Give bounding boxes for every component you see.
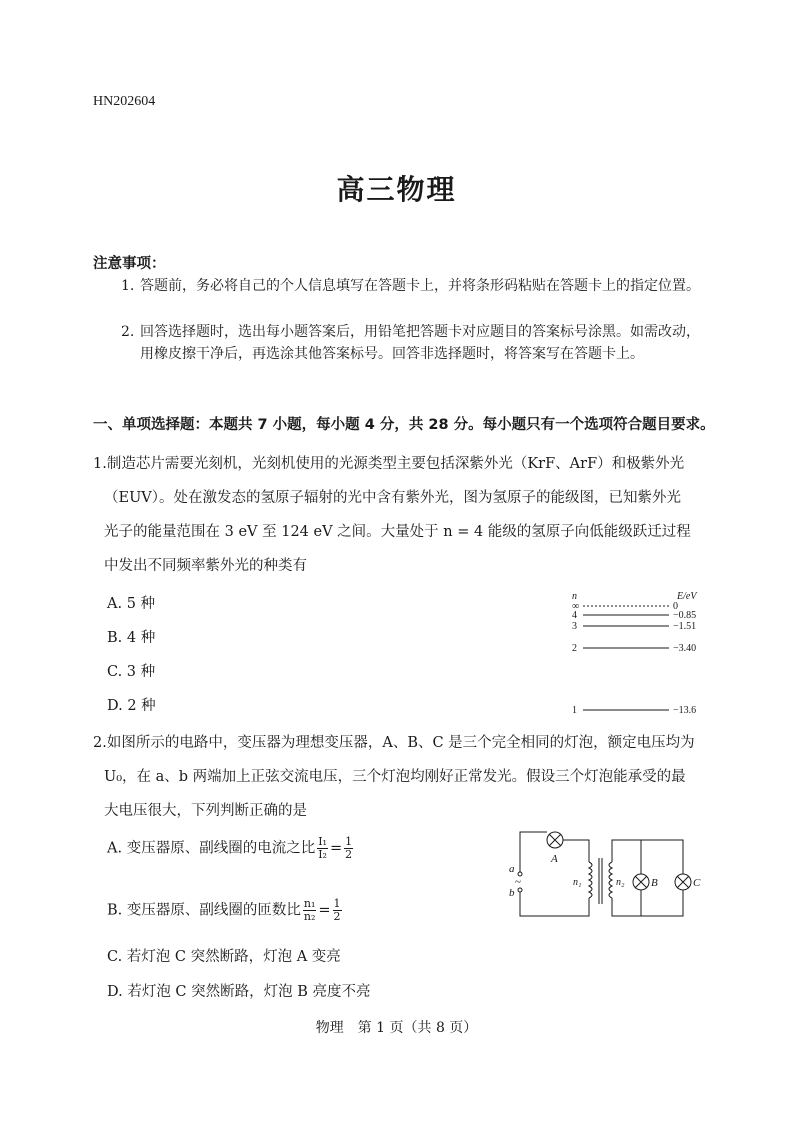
option-text: A. 变压器原、副线圈的电流之比 <box>107 840 316 857</box>
notice-item-number: 1. <box>121 278 135 294</box>
wire <box>520 890 589 916</box>
n-axis-label: n <box>572 591 577 602</box>
question-2-line <box>93 731 695 752</box>
question-2-line: U₀，在 a、b 两端加上正弦交流电压，三个灯泡均刚好正常发光。假设三个灯泡能承受的最 <box>104 769 686 785</box>
question-number: 1. <box>93 456 107 472</box>
energy-level-diagram <box>565 588 715 718</box>
option-d[interactable]: D. 2 种 <box>107 698 156 714</box>
primary-coil-icon <box>589 862 592 898</box>
lamp-b-label: B <box>651 877 658 889</box>
notice-item-text: 答题前，务必将自己的个人信息填写在答题卡上，并将条形码粘贴在答题卡上的指定位置。 <box>140 278 700 294</box>
ac-symbol: ~ <box>515 876 521 888</box>
fraction: $\frac{1}{2}$ <box>333 897 341 923</box>
level-energy-label: −1.51 <box>673 621 697 632</box>
option-b[interactable]: B. 变压器原、副线圈的匝数比 $\frac{\text{n₁}}{\text{n₂}}$ = $\frac{1}{2}$ <box>107 897 341 923</box>
page-title: 高三物理 <box>336 173 457 206</box>
question-number: 2. <box>93 735 107 751</box>
option-c[interactable]: C. 若灯泡 C 突然断路，灯泡 A 变亮 <box>107 949 341 965</box>
secondary-coil-icon <box>609 862 612 898</box>
exam-code: HN202604 <box>93 94 156 109</box>
lamp-c-label: C <box>693 877 701 889</box>
energy-axis-label: E/eV <box>677 591 697 602</box>
level-energy-label: −3.40 <box>673 643 697 654</box>
lamp-a-label: A <box>551 853 558 865</box>
fraction: $\frac{\text{n₁}}{\text{n₂}}$ <box>303 897 316 923</box>
option-a[interactable]: A. 5 种 <box>107 596 156 612</box>
terminal-b-label: b <box>509 887 515 899</box>
option-c[interactable]: C. 3 种 <box>107 664 156 680</box>
option-d[interactable]: D. 若灯泡 C 突然断路，灯泡 B 亮度不亮 <box>107 984 371 1000</box>
transformer-circuit-diagram <box>505 828 715 924</box>
section-heading: 一、单项选择题：本题共 7 小题，每小题 4 分，共 28 分。每小题只有一个选项符合题目要求。 <box>93 417 715 433</box>
n2-label: n₂ <box>616 877 625 888</box>
question-text: 制造芯片需要光刻机，光刻机使用的光源类型主要包括深紫外光（KrF、ArF）和极紫外光 <box>106 456 685 472</box>
question-1-line <box>93 452 684 473</box>
level-n-label: ∞ <box>572 601 580 612</box>
notice-item-text: 回答选择题时，选出每小题答案后，用铅笔把答题卡对应题目的答案标号涂黑。如需改动，用橡皮擦干净后，再选涂其他答案标号。回答非选择题时，将答案写在答题卡上。 <box>140 324 700 362</box>
terminal-a-label: a <box>509 863 515 875</box>
level-n-label: 3 <box>572 621 577 632</box>
wire <box>612 840 683 874</box>
question-text: 如图所示的电路中，变压器为理想变压器，A、B、C 是三个完全相同的灯泡，额定电压均为 <box>106 735 695 751</box>
level-n-label: 4 <box>572 610 577 621</box>
lamp-cross <box>677 876 689 888</box>
lamp-cross <box>549 834 561 846</box>
option-a[interactable]: A. 变压器原、副线圈的电流之比 $\frac{\text{I₁}}{\text{I₂}}$ = $\frac{1}{2}$ <box>107 835 353 861</box>
notice-heading: 注意事项： <box>93 256 166 272</box>
question-2-line: 大电压很大，下列判断正确的是 <box>104 803 307 819</box>
question-1-line: （EUV）。处在激发态的氢原子辐射的光中含有紫外光，图为氢原子的能级图，已知紫外光 <box>104 490 682 506</box>
level-n-label: 1 <box>572 705 577 716</box>
wire <box>612 890 683 916</box>
n1-label: n₁ <box>573 877 582 888</box>
page-footer: 物理 第 1 页（共 8 页） <box>315 1020 478 1036</box>
question-1-line: 中发出不同频率紫外光的种类有 <box>104 558 307 574</box>
terminal-b-icon <box>518 888 522 892</box>
level-energy-label: 0 <box>673 601 678 612</box>
notice-item-number: 2. <box>121 324 135 340</box>
fraction: $\frac{1}{2}$ <box>345 835 353 861</box>
option-b[interactable]: B. 4 种 <box>107 630 156 646</box>
question-1-line: 光子的能量范围在 3 eV 至 124 eV 之间。大量处于 n = 4 能级的氢原子向低能级跃迁过程 <box>104 524 691 540</box>
level-energy-label: −13.6 <box>673 705 697 716</box>
lamp-cross <box>635 876 647 888</box>
level-energy-label: −0.85 <box>673 610 697 621</box>
wire <box>563 840 589 862</box>
wire <box>520 832 547 874</box>
notice-item <box>121 275 701 297</box>
notice-item <box>121 321 701 365</box>
fraction: $\frac{\text{I₁}}{\text{I₂}}$ <box>318 835 327 861</box>
level-n-label: 2 <box>572 643 577 654</box>
option-text: B. 变压器原、副线圈的匝数比 <box>107 902 301 919</box>
